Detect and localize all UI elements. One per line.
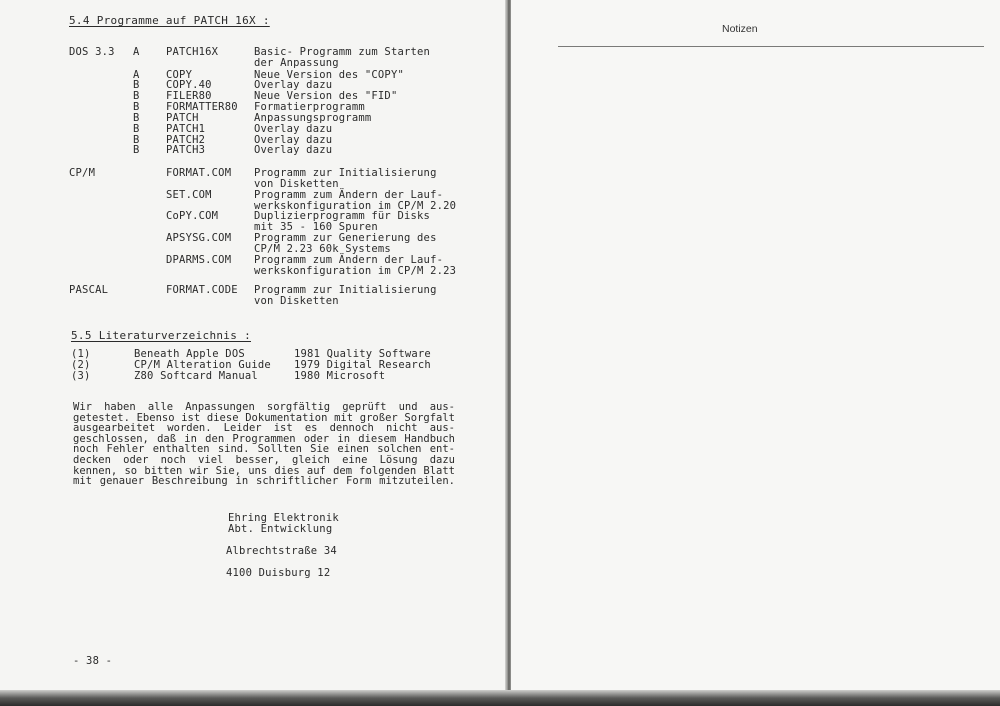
program-description: Anpassungsprogramm: [254, 112, 372, 124]
program-disk: B: [133, 134, 140, 146]
right-page: [511, 0, 1000, 700]
literature-title: Z80 Softcard Manual: [134, 370, 258, 382]
program-description: Duplizierprogramm für Disks: [254, 210, 431, 222]
program-disk: B: [133, 79, 140, 91]
section-5-5-heading: 5.5 Literaturverzeichnis :: [71, 329, 251, 342]
program-name: PATCH2: [166, 134, 206, 146]
program-description: von Disketten: [254, 294, 339, 307]
paragraph-line: noch Fehler enthalten sind. Sollten Sie einen solchen ent-: [73, 443, 455, 456]
program-name: APSYSG.COM: [166, 232, 232, 244]
literature-source: 1980 Microsoft: [294, 370, 386, 382]
program-disk: B: [133, 144, 140, 156]
program-disk: B: [133, 112, 140, 124]
program-description: Overlay dazu: [254, 79, 333, 91]
program-description: Programm zum Ändern der Lauf-: [254, 254, 444, 266]
program-description: Basic- Programm zum Starten: [254, 46, 431, 58]
program-description: Overlay dazu: [254, 144, 333, 156]
program-description: der Anpassung: [254, 56, 339, 69]
literature-title: CP/M Alteration Guide: [134, 359, 271, 371]
paragraph-line: kennen, so bitten wir Sie, uns dies auf dem folgenden Blatt: [73, 464, 455, 477]
literature-number: (3): [71, 370, 91, 382]
program-disk: B: [133, 101, 140, 113]
program-disk: B: [133, 90, 140, 102]
address-department: Abt. Entwicklung: [228, 523, 333, 535]
notes-title: Notizen: [722, 23, 758, 35]
paragraph-line: getestet. Ebenso ist diese Dokumentation mit großer Sorgfalt: [73, 411, 455, 424]
paragraph-line: mit genauer Beschreibung in schriftlicher Form mitzuteilen.: [73, 475, 455, 488]
program-description: Formatierprogramm: [254, 101, 365, 113]
literature-number: (2): [71, 359, 91, 371]
program-name: PATCH1: [166, 123, 206, 135]
disclaimer-paragraph: [73, 402, 455, 487]
program-name: COPY.40: [166, 79, 212, 91]
program-name: FORMAT.COM: [166, 167, 232, 179]
program-name: FORMAT.CODE: [166, 284, 238, 296]
program-group: CP/M: [69, 167, 96, 179]
program-description: Programm zur Initialisierung: [254, 167, 437, 179]
section-5-4-heading: 5.4 Programme auf PATCH 16X :: [69, 14, 270, 27]
program-description: mit 35 - 160 Spuren: [254, 220, 378, 233]
address-company: Ehring Elektronik: [228, 512, 339, 524]
page-number: - 38 -: [73, 655, 113, 667]
program-name: SET.COM: [166, 189, 212, 201]
paragraph-line: decken oder noch viel besser, gleich eine Lösung dazu: [73, 453, 455, 466]
program-description: Programm zur Generierung des: [254, 232, 437, 244]
program-description: von Disketten: [254, 177, 339, 190]
program-group: PASCAL: [69, 284, 109, 296]
program-name: PATCH3: [166, 144, 206, 156]
program-description: Neue Version des "COPY": [254, 69, 404, 81]
literature-number: (1): [71, 348, 91, 360]
program-description: Programm zum Ändern der Lauf-: [254, 189, 444, 201]
program-description: Neue Version des "FID": [254, 90, 398, 102]
program-disk: B: [133, 123, 140, 135]
program-name: PATCH: [166, 112, 199, 124]
literature-source: 1979 Digital Research: [294, 359, 431, 371]
program-name: PATCH16X: [166, 46, 219, 58]
program-description: Programm zur Initialisierung: [254, 284, 437, 296]
program-description: werkskonfiguration im CP/M 2.23: [254, 264, 457, 277]
address-city: 4100 Duisburg 12: [226, 567, 331, 579]
program-name: COPY: [166, 69, 193, 81]
paragraph-line: Wir haben alle Anpassungen sorgfältig geprüft und aus-: [73, 401, 455, 413]
program-name: FILER80: [166, 90, 212, 102]
notes-divider: [558, 46, 984, 47]
program-description: CP/M 2.23 60k Systems: [254, 242, 391, 255]
literature-source: 1981 Quality Software: [294, 348, 431, 360]
literature-title: Beneath Apple DOS: [134, 348, 245, 360]
address-street: Albrechtstraße 34: [226, 545, 337, 557]
program-name: DPARMS.COM: [166, 254, 232, 266]
paragraph-line: ausgearbeitet worden. Leider ist es dennoch nicht aus-: [73, 422, 455, 435]
program-description: Overlay dazu: [254, 123, 333, 135]
paragraph-line: geschlossen, daß in den Programmen oder in diesem Handbuch: [73, 432, 455, 445]
scan-bottom-edge: [0, 690, 1000, 706]
program-description: Overlay dazu: [254, 134, 333, 146]
program-description: werkskonfiguration im CP/M 2.20: [254, 199, 457, 212]
program-name: FORMATTER80: [166, 101, 238, 113]
program-disk: A: [133, 46, 140, 58]
program-disk: A: [133, 69, 140, 81]
program-name: CoPY.COM: [166, 210, 219, 222]
program-group: DOS 3.3: [69, 46, 115, 58]
